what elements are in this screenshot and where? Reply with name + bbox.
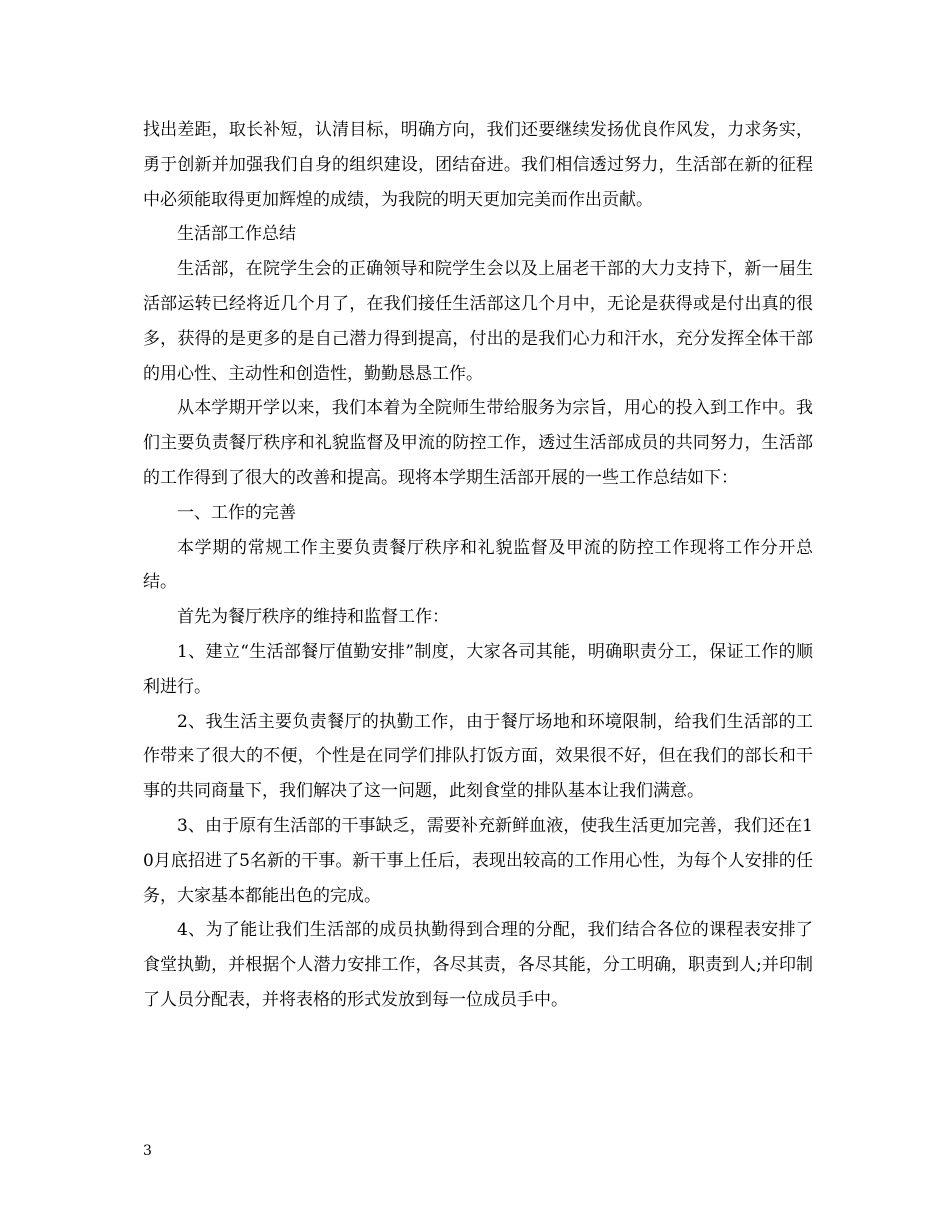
list-item-2: 2、我生活主要负责餐厅的执勤工作，由于餐厅场地和环境限制，给我们生活部的工作带来了很大的不便，个性是在同学们排队打饭方面，效果很不好，但在我们的部长和干事的共同商量下，我们解决了这一问题，此刻食堂的排队基本让我们满意。 <box>143 711 813 802</box>
paragraph-cafeteria-order: 首先为餐厅秩序的维持和监督工作： <box>177 607 449 628</box>
page-number: 3 <box>143 1143 152 1159</box>
paragraph-summary-intro: 生活部，在院学生会的正确领导和院学生会以及上届老干部的大力支持下，新一届生活部运转已经将近几个月了，在我们接任生活部这几个月中，无论是获得或是付出真的很多，获得的是更多的是自己潜力得到提高，付出的是我们心力和汗水，充分发挥全体干部的用心性、主动性和创造性，勤勤恳恳工作。 <box>143 259 813 384</box>
list-item-1: 1、建立“生活部餐厅值勤安排”制度，大家各司其能，明确职责分工，保证工作的顺利进行。 <box>143 641 813 697</box>
paragraph-closing-intro: 找出差距，取长补短，认清目标，明确方向，我们还要继续发扬优良作风发，力求务实，勇于创新并加强我们自身的组织建设，团结奋进。我们相信透过努力，生活部在新的征程中必须能取得更加辉煌的成绩，为我院的明天更加完美而作出贡献。 <box>143 120 813 210</box>
section-title: 生活部工作总结 <box>177 224 296 245</box>
paragraph-routine-work: 本学期的常规工作主要负责餐厅秩序和礼貌监督及甲流的防控工作现将工作分开总结。 <box>143 537 813 593</box>
heading-work-improvement: 一、工作的完善 <box>177 502 296 523</box>
paragraph-semester-overview: 从本学期开学以来，我们本着为全院师生带给服务为宗旨，用心的投入到工作中。我们主要负责餐厅秩序和礼貌监督及甲流的防控工作，透过生活部成员的共同努力，生活部的工作得到了很大的改善和提高。现将本学期生活部开展的一些工作总结如下： <box>143 398 813 488</box>
body-text <box>143 113 813 1018</box>
list-item-3: 3、由于原有生活部的干事缺乏，需要补充新鲜血液，使我生活更加完善，我们还在10月底招进了5名新的干事。新干事上任后，表现出较高的工作用心性，为每个人安排的任务，大家基本都能出色的完成。 <box>143 815 813 906</box>
list-item-4: 4、为了能让我们生活部的成员执勤得到合理的分配，我们结合各位的课程表安排了食堂执勤，并根据个人潜力安排工作，各尽其责，各尽其能，分工明确，职责到人;并印制了人员分配表，并将表格的形式发放到每一位成员手中。 <box>143 920 813 1010</box>
